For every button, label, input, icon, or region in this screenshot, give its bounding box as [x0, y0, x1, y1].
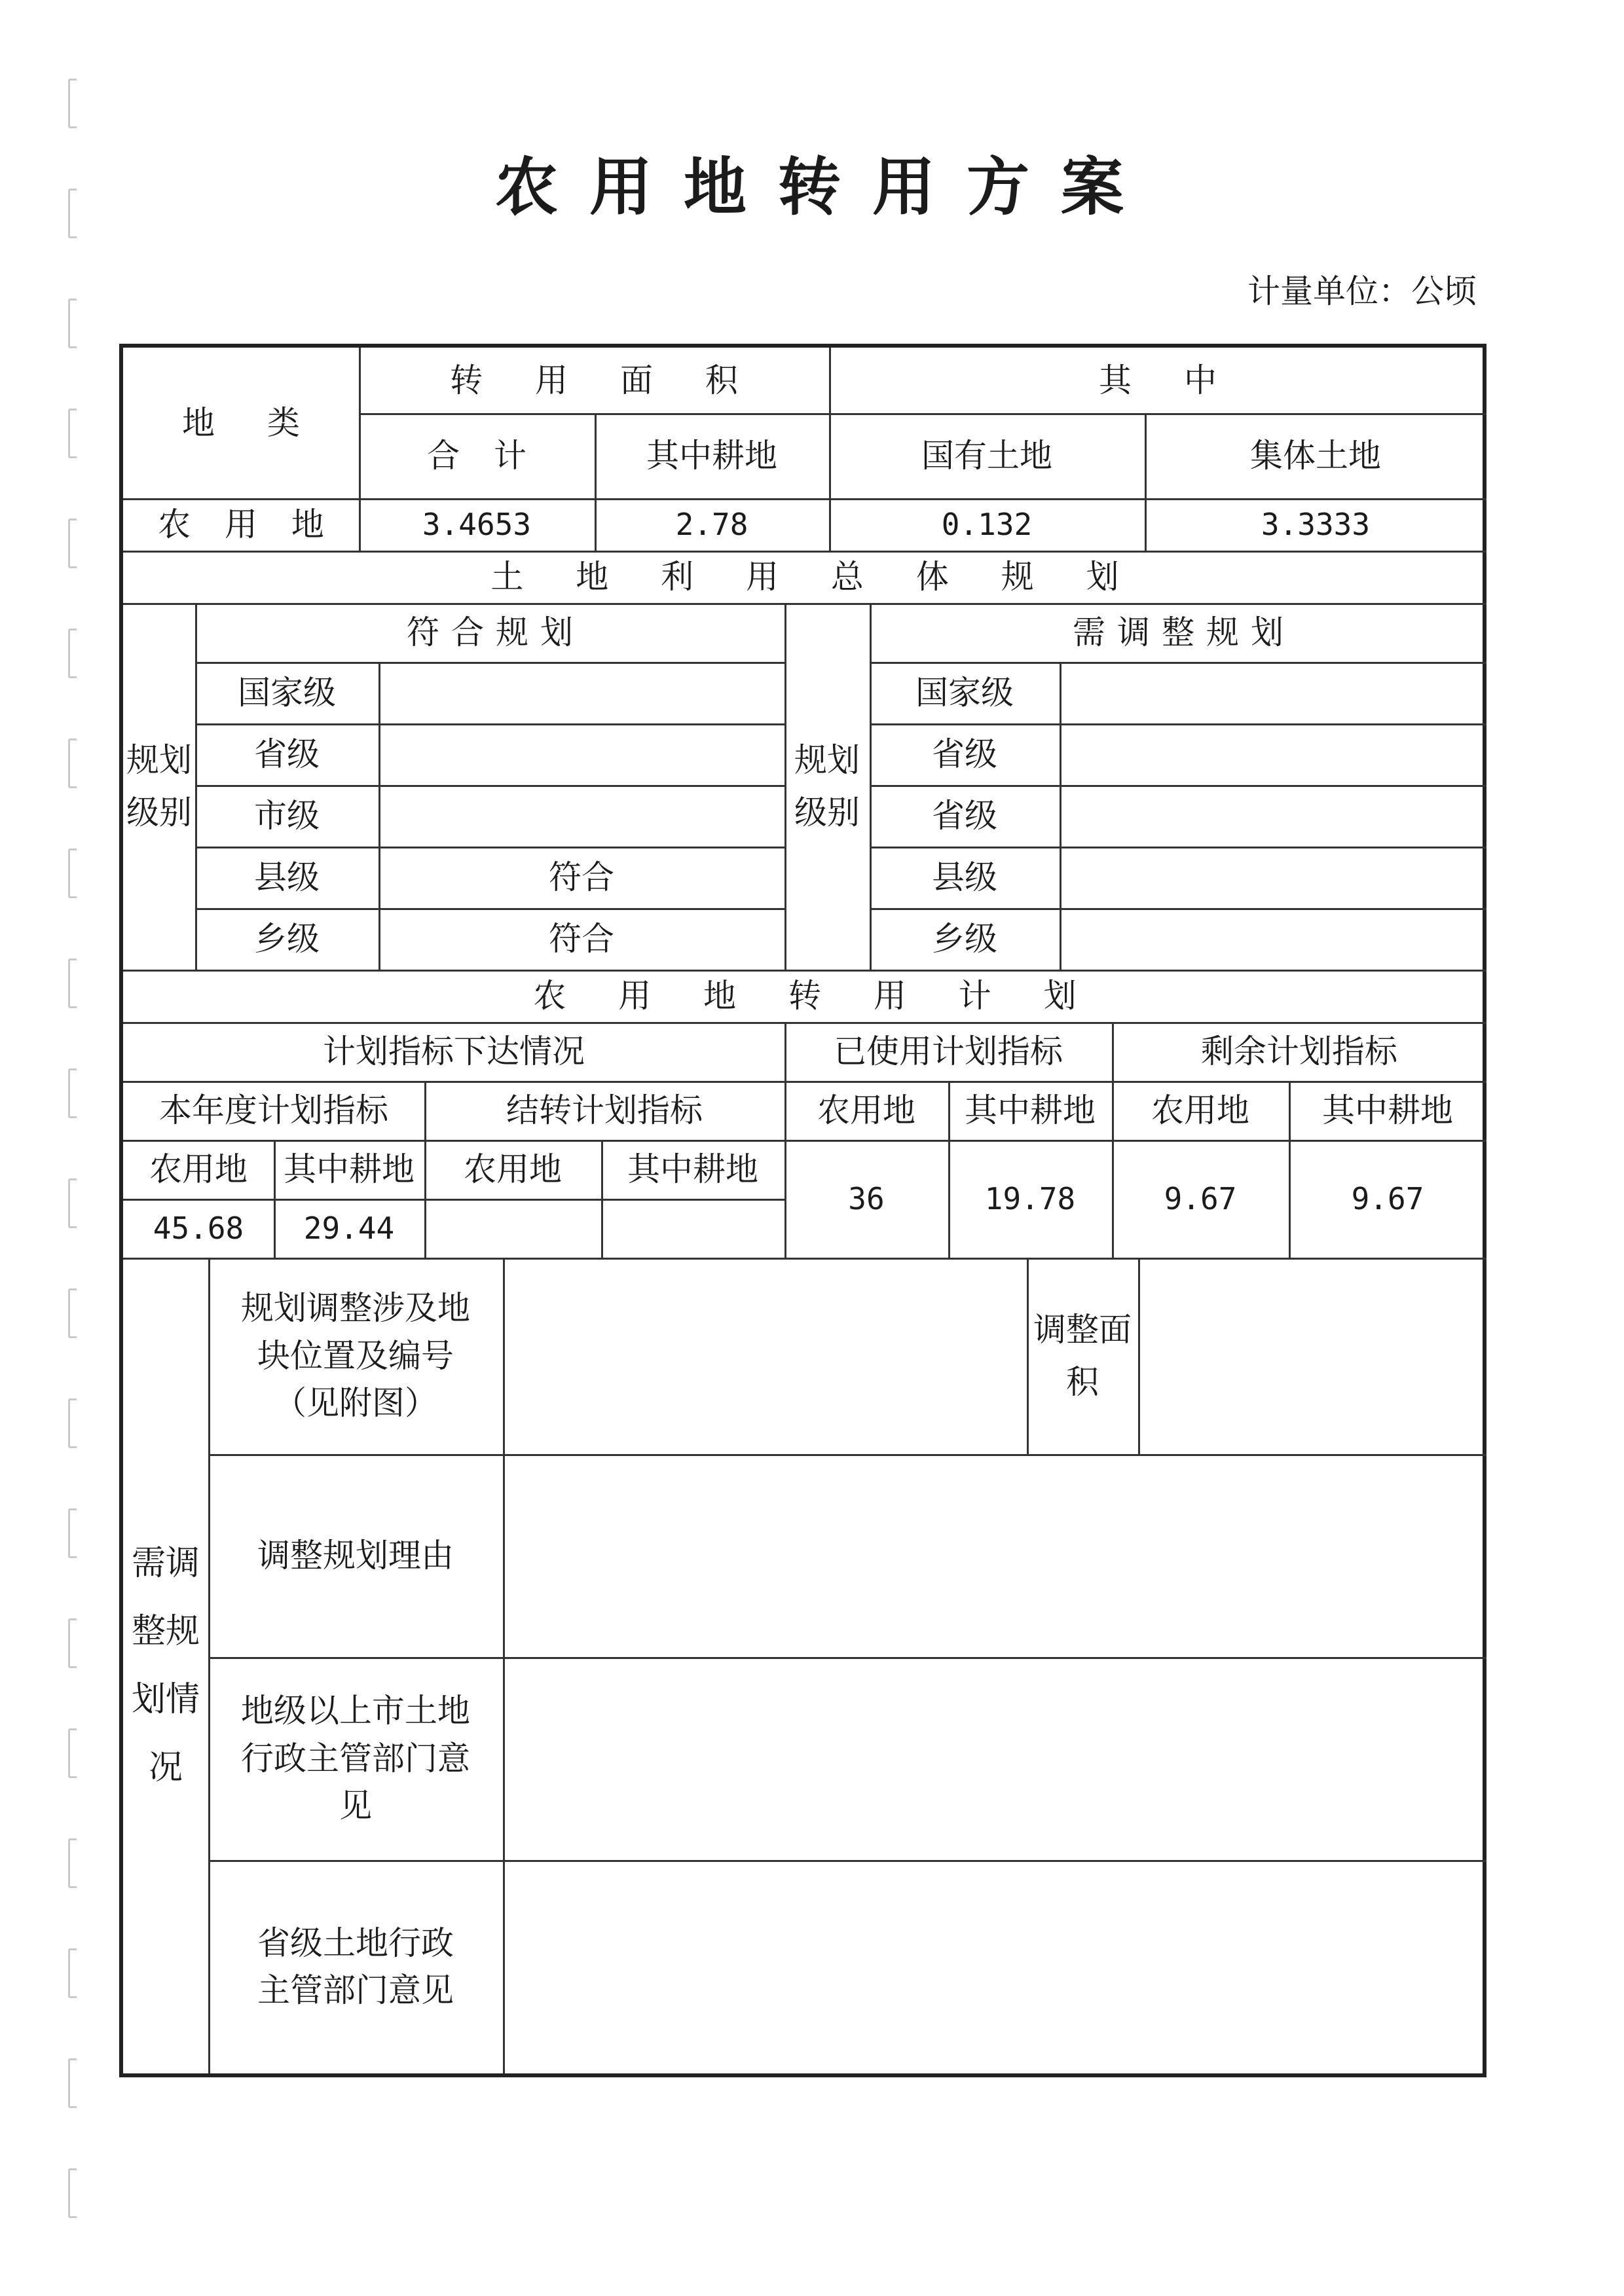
grid-line — [208, 1657, 1486, 1659]
grid-line — [870, 847, 1486, 848]
conforming-header: 符合规划 — [407, 613, 585, 651]
carry-arable-value[interactable] — [601, 1199, 784, 1258]
farmland-row-label: 农 用 地 — [158, 505, 336, 543]
current-arable-value[interactable]: 29.44 — [303, 1210, 395, 1246]
punch-hole-mark — [68, 1728, 77, 1778]
province-opinion-field[interactable] — [503, 1860, 1486, 2073]
punch-hole-mark — [68, 1398, 77, 1448]
grid-line — [784, 603, 786, 970]
adjust-area-field[interactable] — [1138, 1258, 1486, 1454]
grid-line — [123, 1258, 1486, 1260]
adjustment-side-label: 需调整规划情况 — [131, 1544, 200, 1787]
adjust-level-label: 国家级 — [915, 673, 1014, 712]
remaining-arable-header: 其中耕地 — [1322, 1091, 1453, 1129]
conversion-plan-heading: 农 用 地 转 用 计 划 — [533, 976, 1098, 1015]
current-arable-header: 其中耕地 — [284, 1150, 415, 1188]
grid-line — [870, 908, 1486, 910]
grid-line — [195, 847, 784, 848]
master-plan-heading: 土 地 利 用 总 体 规 划 — [490, 557, 1140, 596]
collective-header: 集体土地 — [1250, 436, 1381, 475]
grid-line — [378, 662, 380, 970]
punch-hole-mark — [68, 958, 77, 1008]
remaining-farmland-header: 农用地 — [1151, 1091, 1249, 1129]
grid-line — [870, 723, 1486, 725]
conforming-level-value[interactable] — [378, 723, 784, 785]
grid-line — [195, 723, 784, 725]
punch-hole-mark — [68, 629, 77, 678]
grid-line — [123, 970, 1486, 972]
punch-hole-mark — [68, 2058, 77, 2108]
grid-line — [123, 1081, 1486, 1083]
grid-line — [870, 785, 1486, 787]
adjust-level-value[interactable] — [1060, 662, 1486, 723]
conversion-area-header: 转 用 面 积 — [450, 361, 759, 399]
left-plan-level-label: 规划级别 — [126, 741, 192, 831]
conforming-level-value[interactable] — [378, 785, 784, 847]
conversion-form — [119, 344, 1486, 2077]
grid-line — [829, 348, 831, 551]
grid-line — [123, 603, 1486, 605]
grid-line — [1112, 1022, 1114, 1258]
arable-value[interactable]: 2.78 — [675, 506, 748, 542]
conforming-level-label: 乡级 — [254, 919, 320, 958]
used-farmland-value[interactable]: 36 — [848, 1180, 885, 1216]
grid-line — [424, 1081, 426, 1258]
grid-line — [208, 1454, 1486, 1456]
collective-value[interactable]: 3.3333 — [1261, 506, 1371, 542]
conforming-level-label: 国家级 — [238, 673, 336, 712]
grid-line — [948, 1081, 950, 1258]
grid-line — [1138, 1258, 1140, 1454]
grid-line — [274, 1140, 276, 1258]
grid-line — [359, 413, 1486, 415]
adjust-level-label: 省级 — [932, 735, 997, 773]
grid-line — [123, 551, 1486, 553]
unit-label: 计量单位：公顷 — [1247, 272, 1477, 310]
grid-line — [601, 1140, 603, 1258]
punch-hole-mark — [68, 1068, 77, 1118]
conforming-level-label: 省级 — [254, 735, 320, 773]
right-plan-level-label: 规划级别 — [794, 741, 860, 831]
adjust-level-value[interactable] — [1060, 785, 1486, 847]
punch-hole-mark — [68, 1618, 77, 1668]
grid-line — [359, 348, 361, 551]
grid-line — [1060, 662, 1061, 970]
parcel-label: 规划调整涉及地块位置及编号（见附图） — [241, 1289, 470, 1423]
grid-line — [208, 1860, 1486, 1862]
punch-hole-mark — [68, 409, 77, 458]
carryover-header: 结转计划指标 — [506, 1091, 703, 1129]
used-farmland-header: 农用地 — [817, 1091, 915, 1129]
land-type-header: 地 类 — [182, 403, 321, 442]
document-title: 农用地转用方案 — [495, 150, 1155, 224]
conforming-level-value[interactable] — [378, 662, 784, 723]
adjust-level-value[interactable] — [1060, 847, 1486, 908]
grid-line — [195, 908, 784, 910]
conforming-level-label: 市级 — [254, 796, 320, 835]
conforming-level-value[interactable]: 符合 — [549, 919, 614, 958]
adjust-level-label: 县级 — [932, 858, 997, 896]
punch-hole-mark — [68, 1178, 77, 1228]
grid-line — [195, 662, 784, 664]
remaining-arable-value[interactable]: 9.67 — [1351, 1180, 1424, 1216]
grid-line — [595, 413, 597, 551]
current-farmland-header: 农用地 — [149, 1150, 248, 1188]
adjust-level-label: 省级 — [932, 796, 997, 835]
total-value[interactable]: 3.4653 — [422, 506, 532, 542]
grid-line — [123, 1199, 784, 1201]
grid-line — [123, 498, 1486, 500]
grid-line — [503, 1258, 505, 2073]
of-which-header: 其 中 — [1099, 361, 1238, 399]
parcel-field[interactable] — [503, 1258, 1027, 1454]
punch-hole-mark — [68, 1288, 77, 1338]
current-farmland-value[interactable]: 45.68 — [153, 1210, 244, 1246]
punch-hole-mark — [68, 519, 77, 568]
city-opinion-label: 地级以上市土地行政主管部门意见 — [241, 1692, 470, 1825]
punch-hole-mark — [68, 1948, 77, 1998]
punch-hole-mark — [68, 79, 77, 128]
adjust-header: 需调整规划 — [1073, 613, 1295, 651]
grid-line — [1145, 413, 1147, 551]
city-opinion-field[interactable] — [503, 1657, 1486, 1860]
remaining-farmland-value[interactable]: 9.67 — [1164, 1180, 1237, 1216]
adjust-level-value[interactable] — [1060, 908, 1486, 970]
reason-field[interactable] — [503, 1454, 1486, 1657]
punch-hole-mark — [68, 738, 77, 788]
reason-label: 调整规划理由 — [257, 1536, 454, 1575]
total-header: 合 计 — [427, 436, 538, 475]
carry-farmland-value[interactable] — [424, 1199, 601, 1258]
adjust-area-label: 调整面积 — [1033, 1311, 1132, 1401]
used-arable-header: 其中耕地 — [965, 1091, 1096, 1129]
adjust-level-label: 乡级 — [932, 919, 997, 958]
carry-farmland-header: 农用地 — [464, 1150, 562, 1188]
arable-header: 其中耕地 — [646, 436, 777, 475]
grid-line — [784, 1022, 786, 1258]
province-opinion-label: 省级土地行政主管部门意见 — [257, 1923, 454, 2009]
conforming-level-label: 县级 — [254, 858, 320, 896]
grid-line — [123, 1022, 1486, 1024]
used-header: 已使用计划指标 — [834, 1032, 1063, 1070]
conforming-level-value[interactable]: 符合 — [549, 858, 614, 896]
used-arable-value[interactable]: 19.78 — [984, 1180, 1076, 1216]
grid-line — [1289, 1081, 1291, 1258]
grid-line — [1027, 1258, 1029, 1454]
punch-hole-mark — [68, 299, 77, 348]
grid-line — [208, 1258, 210, 2073]
grid-line — [195, 785, 784, 787]
state-owned-header: 国有土地 — [921, 436, 1052, 475]
punch-hole-mark — [68, 2168, 77, 2218]
grid-line — [123, 1140, 1486, 1142]
remaining-header: 剩余计划指标 — [1201, 1032, 1397, 1070]
punch-hole-mark — [68, 848, 77, 898]
grid-line — [870, 662, 1486, 664]
adjust-level-value[interactable] — [1060, 723, 1486, 785]
carry-arable-header: 其中耕地 — [627, 1150, 758, 1188]
issued-header: 计划指标下达情况 — [323, 1032, 585, 1070]
punch-hole-mark — [68, 1508, 77, 1558]
current-year-header: 本年度计划指标 — [159, 1091, 388, 1129]
punch-hole-mark — [68, 1838, 77, 1888]
state-owned-value[interactable]: 0.132 — [941, 506, 1033, 542]
